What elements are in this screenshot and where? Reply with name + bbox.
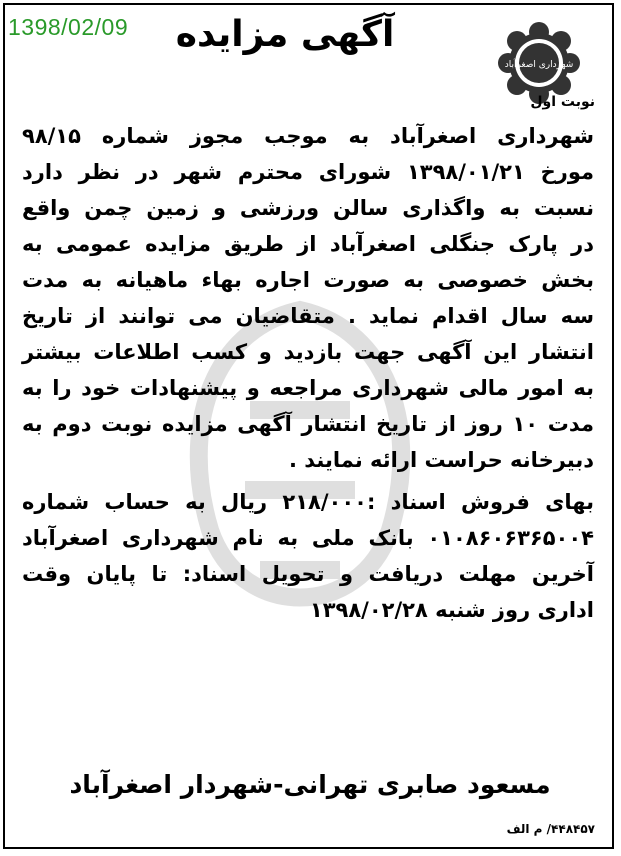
body-line: مدت ۱۰ روز از تاریخ انتشار آگهی مزایده نوبت دوم به [22,412,595,436]
reference-number: ۴۴۸۴۵۷/ م الف [506,822,595,836]
body-line: بخش خصوصی به صورت اجاره بهاء ماهیانه به مدت [22,268,594,292]
details-line: آخرین مهلت دریافت و تحویل اسناد: تا پایان وقت [22,562,594,586]
details-line: بهای فروش اسناد :۲۱۸/۰۰۰ ریال به حساب شماره [22,490,594,514]
body-line: شهرداری اصغرآباد به موجب مجوز شماره ۹۸/۱۵ [22,124,594,148]
details-line: اداری روز شنبه ۱۳۹۸/۰۲/۲۸ [309,598,594,622]
body-line: مورخ ۱۳۹۸/۰۱/۲۱ شورای محترم شهر در نظر دارد [22,160,595,184]
details-line: ۰۱۰۸۶۰۶۳۶۵۰۰۴ بانک ملی به نام شهرداری اصغرآباد [22,526,594,550]
body-line: در پارک جنگلی اصغرآباد از طریق مزایده عمومی به [22,232,594,256]
signature: مسعود صابری تهرانی-شهردار اصغرآباد [69,770,551,799]
ad-body [22,118,594,628]
page-title: آگهی مزایده [175,14,395,55]
body-line: نسبت به واگذاری سالن ورزشی و زمین چمن واقع [22,196,594,220]
logo-text: شهرداری اصغرآباد [504,60,574,70]
date-stamp: 1398/02/09 [8,14,129,40]
body-line: انتشار این آگهی جهت بازدید و کسب اطلاعات بیشتر [22,340,594,364]
round-label: نوبت اول [530,94,595,110]
body-line: سه سال اقدام نماید . متقاضیان می توانند از تاریخ [22,304,594,328]
body-line: دبیرخانه حراست ارائه نمایند . [289,448,594,472]
body-line: به امور مالی شهرداری مراجعه و پیشنهادات خود را به [22,376,594,400]
